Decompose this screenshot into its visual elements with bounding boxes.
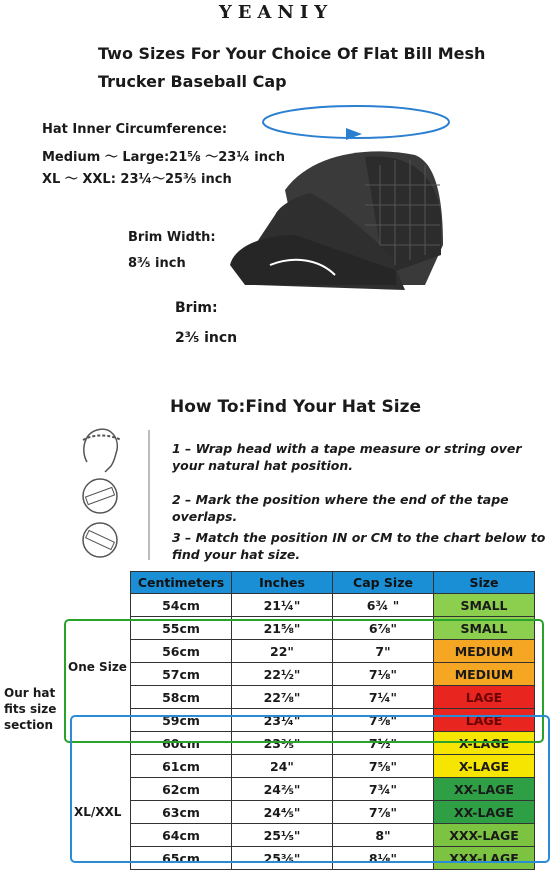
tape-match-icon	[80, 520, 120, 560]
header-size: Size	[434, 572, 535, 594]
cell-cap-size: 7⅝"	[333, 755, 434, 778]
cell-cm: 56cm	[131, 640, 232, 663]
cell-cm: 61cm	[131, 755, 232, 778]
cell-size: XXX-LAGE	[434, 847, 535, 870]
cell-cap-size: 7"	[333, 640, 434, 663]
steps-divider	[148, 430, 150, 560]
cell-size: MEDIUM	[434, 663, 535, 686]
brand-name: YEANIY	[218, 2, 334, 23]
cell-inches: 21¼"	[232, 594, 333, 617]
fit-label-line-2: fits size	[4, 702, 57, 716]
cell-size: XX-LAGE	[434, 778, 535, 801]
brim-value: 2⅗ incn	[175, 330, 238, 346]
step-3: 3 – Match the position IN or CM to the chart below to find your hat size.	[172, 530, 546, 562]
how-to-title: How To:Find Your Hat Size	[170, 397, 422, 417]
cell-inches: 22½"	[232, 663, 333, 686]
cell-size: X-LAGE	[434, 732, 535, 755]
cell-inches: 22"	[232, 640, 333, 663]
xl-xxl-label: XL/XXL	[74, 805, 122, 819]
cell-size: MEDIUM	[434, 640, 535, 663]
size-chart-header	[131, 572, 535, 594]
cell-inches: 25⅗"	[232, 847, 333, 870]
brim-label: Brim:	[175, 300, 218, 316]
circumference-xl-xxl: XL ～ XXL: 23¼～25⅗ inch	[42, 172, 232, 187]
xl-xxl-highlight-box	[70, 715, 550, 863]
brim-width-label: Brim Width:	[128, 230, 216, 245]
cell-size: SMALL	[434, 617, 535, 640]
head-measure-icon	[75, 422, 125, 474]
cell-size: LAGE	[434, 686, 535, 709]
cell-cap-size: 6¾ "	[333, 594, 434, 617]
cell-cm: 62cm	[131, 778, 232, 801]
circumference-medium-large: Medium ～ Large:21⅝ ～23¼ inch	[42, 150, 285, 165]
cell-cap-size: 7¾"	[333, 778, 434, 801]
cell-inches: 24⅖"	[232, 778, 333, 801]
cell-inches: 24"	[232, 755, 333, 778]
cell-inches: 25⅕"	[232, 824, 333, 847]
cell-cm: 59cm	[131, 709, 232, 732]
table-row	[131, 594, 535, 617]
cell-inches: 24⅘"	[232, 801, 333, 824]
cell-size: SMALL	[434, 594, 535, 617]
brim-width-value: 8⅗ inch	[128, 256, 186, 271]
cell-cm: 65cm	[131, 847, 232, 870]
cell-inches: 23¼"	[232, 709, 333, 732]
cell-cm: 64cm	[131, 824, 232, 847]
product-title-line-2: Trucker Baseball Cap	[98, 72, 287, 91]
product-title-line-1: Two Sizes For Your Choice Of Flat Bill Mesh	[98, 44, 486, 63]
cell-size: XX-LAGE	[434, 801, 535, 824]
cell-inches: 23⅗"	[232, 732, 333, 755]
fit-label-line-3: section	[4, 718, 54, 732]
cell-inches: 22⅞"	[232, 686, 333, 709]
tape-mark-icon	[80, 476, 120, 516]
header-cap-size: Cap Size	[333, 572, 434, 594]
cell-cap-size: 6⅞"	[333, 617, 434, 640]
cell-cm: 60cm	[131, 732, 232, 755]
cell-size: XXX-LAGE	[434, 824, 535, 847]
cell-cm: 55cm	[131, 617, 232, 640]
cell-cm: 57cm	[131, 663, 232, 686]
fit-label-line-1: Our hat	[4, 686, 56, 700]
cell-size: X-LAGE	[434, 755, 535, 778]
circumference-heading: Hat Inner Circumference:	[42, 122, 228, 137]
header-centimeters: Centimeters	[131, 572, 232, 594]
cell-cap-size: 7⅞"	[333, 801, 434, 824]
cell-size: LAGE	[434, 709, 535, 732]
cell-cm: 58cm	[131, 686, 232, 709]
step-2: 2 – Mark the position where the end of the tape overlaps.	[172, 492, 509, 524]
cell-cap-size: 8⅛"	[333, 847, 434, 870]
cell-cap-size: 7⅛"	[333, 663, 434, 686]
header-inches: Inches	[232, 572, 333, 594]
cell-cap-size: 8"	[333, 824, 434, 847]
one-size-label: One Size	[68, 660, 127, 674]
cell-cm: 63cm	[131, 801, 232, 824]
cell-inches: 21⅝"	[232, 617, 333, 640]
step-1: 1 – Wrap head with a tape measure or string over your natural hat position.	[172, 441, 522, 473]
cell-cap-size: 7⅜"	[333, 709, 434, 732]
cell-cm: 54cm	[131, 594, 232, 617]
cell-cap-size: 7½"	[333, 732, 434, 755]
cell-cap-size: 7¼"	[333, 686, 434, 709]
trucker-cap-illustration	[215, 135, 445, 325]
